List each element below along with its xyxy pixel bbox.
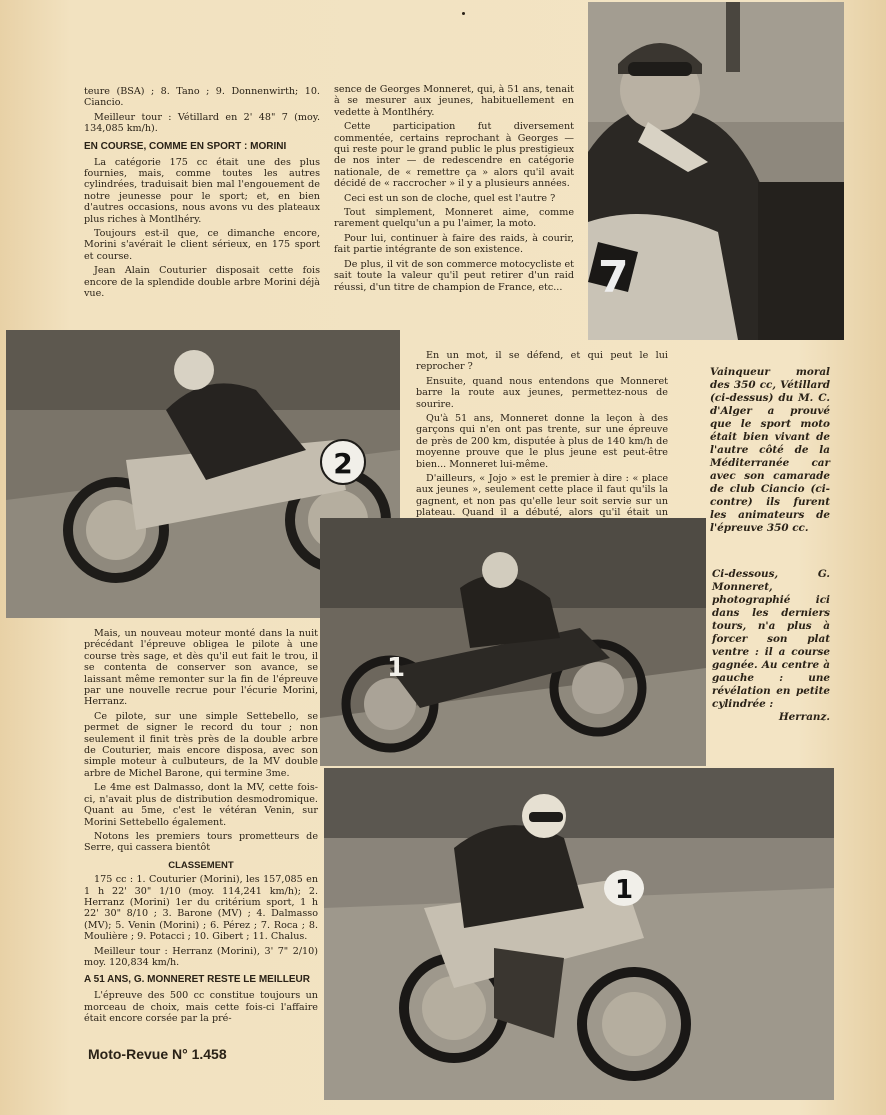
- caption-monneret-text: Ci-dessous, G. Monneret, photographié ici dans les derniers tours, n'a plus à forcer son plat ventre : il a course gagnée. Au centre à gauche : une révélation en petite cylindrée :: [712, 568, 830, 710]
- race-number-center: 1: [386, 653, 406, 683]
- paragraph: Ceci est un son de cloche, quel est l'autre ?: [344, 192, 556, 204]
- paragraph: De plus, il vit de son commerce motocycliste et sait toute la valeur qu'il peut retirer d'un raid réussi, d'un titre de champion de France, etc...: [334, 258, 574, 293]
- page-dot: [462, 12, 465, 15]
- paragraph: Notons les premiers tours prometteurs de Serre, qui cassera bientôt: [84, 830, 318, 854]
- photo-herranz: [320, 518, 706, 766]
- photo-vetillard-portrait: [588, 2, 844, 340]
- intro-line-1: teure (BSA) ; 8. Tano ; 9. Donnenwirth; 10. Ciancio.: [84, 86, 320, 109]
- caption-signature: Herranz.: [778, 711, 830, 723]
- column-2-top: [334, 84, 574, 296]
- column-2-mid: [416, 350, 668, 533]
- paragraph: En un mot, il se défend, et qui peut le lui reprocher ?: [416, 350, 668, 373]
- paragraph: Qu'à 51 ans, Monneret donne la leçon à des garçons qui n'en ont pas trente, sur une épreuve de près de 200 km, disputée à plus de 140 km/h de moyenne prouve que le plus jeune est peut-être bien... Monneret lui-même.: [416, 413, 668, 470]
- column-1-mid: [84, 628, 318, 1028]
- classement-results: 175 cc : 1. Couturier (Morini), les 157,085 en 1 h 22' 30" 1/10 (moy. 114,241 km/h); 2. Herranz (Morini) 1er du critérium sport, 1 h 22' 30" 8/10 ; 3. Barone (MV) ; 4. Dalmasso (MV); 5. Venin (Morini) ; 6. Pérez ; 7. Roca ; 8. Moulière ; 9. Potacci ; 10. Gibert ; 11. Chalus.: [84, 874, 318, 943]
- magazine-footer: Moto-Revue N° 1.458: [88, 1046, 227, 1062]
- paragraph: Jean Alain Couturier disposait cette fois encore de la splendide double arbre Morini déjà vue.: [84, 265, 320, 300]
- paragraph: Toujours est-il que, ce dimanche encore, Morini s'avérait le client sérieux, en 175 sport et course.: [84, 228, 320, 262]
- paragraph: Le 4me est Dalmasso, dont la MV, cette fois-ci, n'avait plus de distribution desmodromique. Quant au 5me, c'est le vétéran Venin, sur Morini Settebello également.: [84, 782, 318, 828]
- classement-heading: CLASSEMENT: [168, 859, 234, 871]
- race-number-bottom: 1: [614, 875, 634, 905]
- caption-vetillard: Vainqueur moral des 350 cc, Vétillard (ci-dessus) du M. C. d'Alger a prouvé que le sport moto était bien vivant de l'autre côté de la Méditerranée car avec son camarade de club Ciancio (ci-contre) ils furent les animateurs de l'épreuve 350 cc.: [710, 366, 830, 534]
- race-number-top: 7: [598, 252, 629, 303]
- paragraph: Mais, un nouveau moteur monté dans la nuit précédant l'épreuve obligea le pilote à une course très sage, et dès qu'il eut fait le trou, il se contenta de conserver son avance, se laissant même remonter sur la fin de l'épreuve par une nouvelle recrue pour l'écurie Morini, Herranz.: [84, 628, 318, 708]
- paragraph: Pour lui, continuer à faire des raids, à courir, fait partie intégrante de son existence.: [334, 232, 574, 256]
- caption-monneret: [712, 568, 830, 724]
- meilleur-tour: Meilleur tour : Herranz (Morini), 3' 7" 2/10) moy. 120,834 km/h.: [84, 945, 318, 968]
- column-1-top: [84, 86, 320, 303]
- race-number-left: 2: [333, 447, 353, 480]
- photo-monneret: [324, 768, 834, 1100]
- paragraph: sence de Georges Monneret, qui, à 51 ans, tenait à se mesurer aux jeunes, habituellement en vedette à Montlhéry.: [334, 84, 574, 118]
- paragraph: Tout simplement, Monneret aime, comme rarement quelqu'un a pu l'aimer, la moto.: [334, 207, 574, 230]
- paragraph: D'ailleurs, « Jojo » est le premier à dire : « place aux jeunes », seulement cette place il faut qu'ils la gagnent, et non pas qu'elle leur soit servie sur un plateau. Quand il a débuté, alors qu'il était un: [416, 473, 668, 519]
- paragraph: Ce pilote, sur une simple Settebello, se permet de signer le record du tour ; non seulement il finit très près de la double arbre de Couturier, mais encore disposa, avec son simple moteur à culbuteurs, de la MV double arbre de Michel Barone, qui termine 3me.: [84, 710, 318, 779]
- section-heading-monneret: A 51 ANS, G. MONNERET RESTE LE MEILLEUR: [84, 974, 310, 986]
- paragraph: La catégorie 175 cc était une des plus fournies, mais, comme toutes les autres cylindrées, traduisait bien mal l'engouement de notre jeunesse pour le sport; et, en bien d'autres occasions, nous avons vu des plateaux plus riches à Montlhéry.: [84, 156, 320, 225]
- paragraph: L'épreuve des 500 cc constitue toujours un morceau de choix, mais cette fois-ci l'affaire était encore corsée par la pré-: [84, 990, 318, 1025]
- intro-line-2: Meilleur tour : Vétillard en 2' 48" 7 (moy. 134,085 km/h).: [84, 111, 320, 135]
- paragraph: Ensuite, quand nous entendons que Monneret barre la route aux jeunes, permettez-nous de sourire.: [416, 375, 668, 410]
- section-heading-morini: EN COURSE, COMME EN SPORT : MORINI: [84, 140, 287, 152]
- paragraph: Cette participation fut diversement commentée, certains reprochant à Georges — qui reste pour le grand public le plus prestigieux de nos inter — de redescendre en catégorie nationale, de « remettre ça » alors qu'il avait décidé de « raccrocher » il y a plusieurs années.: [334, 121, 574, 190]
